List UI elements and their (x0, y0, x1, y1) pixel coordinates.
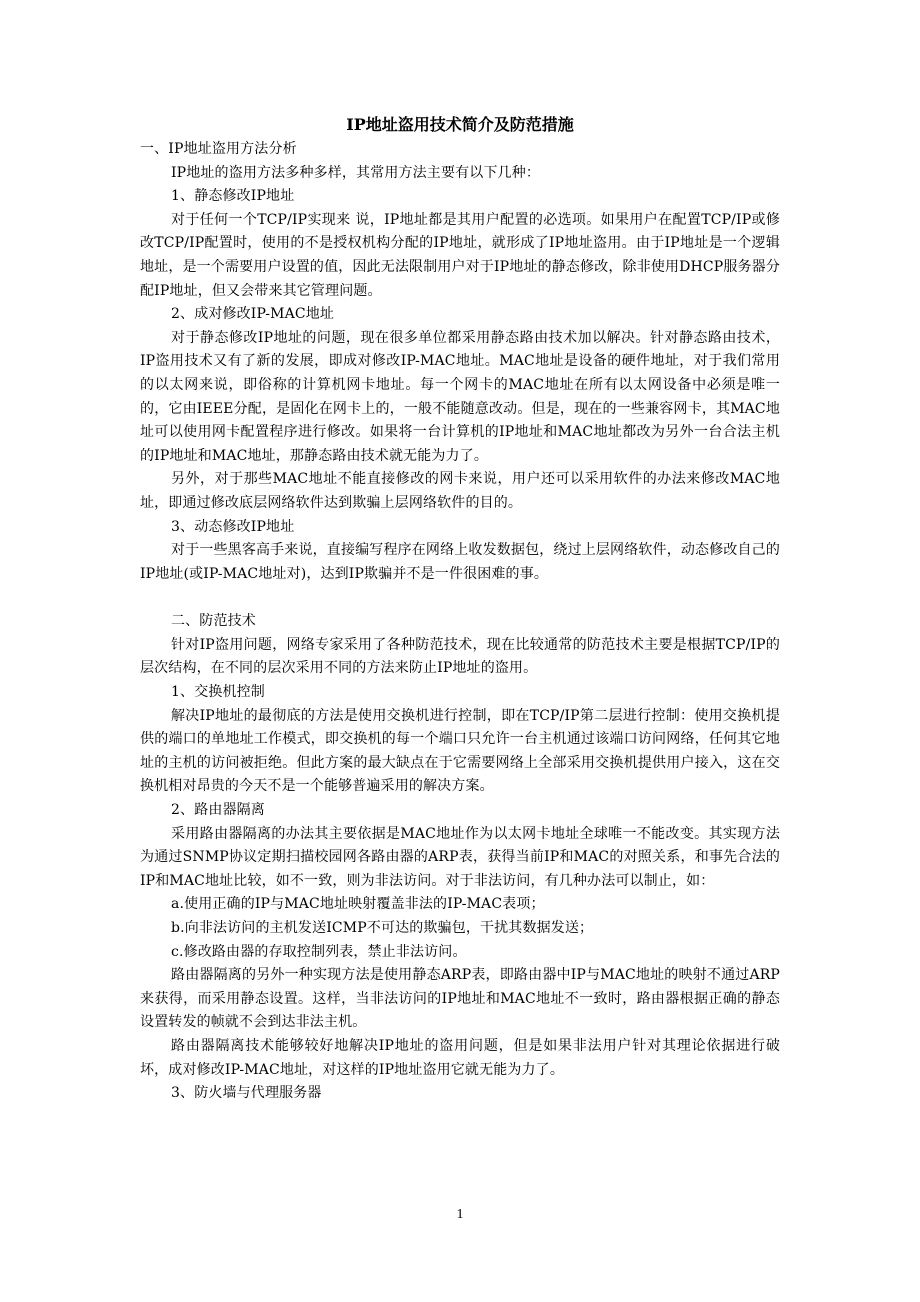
paragraph-list (140, 138, 780, 1106)
paragraph: c.修改路由器的存取控制列表，禁止非法访问。 (171, 943, 467, 960)
paragraph: 3、防火墙与代理服务器 (171, 1085, 322, 1102)
paragraph: 另外，对于那些MAC地址不能直接修改的网卡来说，用户还可以采用软件的办法来修改MAC地址，即通过修改底层网络软件达到欺骗上层网络软件的目的。 (140, 471, 780, 511)
paragraph: 1、静态修改IP地址 (171, 188, 295, 205)
paragraph: a.使用正确的IP与MAC地址映射覆盖非法的IP-MAC表项； (171, 896, 545, 913)
paragraph: 解决IP地址的最彻底的方法是使用交换机进行控制，即在TCP/IP第二层进行控制：使用交换机提供的端口的单地址工作模式，即交换机的每一个端口只允许一台主机通过该端口访问网络，任何其它地址的主机的访问被拒绝。但此方案的最大缺点在于它需要网络上全部采用交换机提供用户接入，这在交换机相对昂贵的今天不是一个能够普遍采用的解决方案。 (140, 707, 780, 795)
blank-line (140, 586, 780, 610)
paragraph: 2、成对修改IP-MAC地址 (171, 306, 335, 323)
paragraph: 对于静态修改IP地址的问题，现在很多单位都采用静态路由技术加以解决。针对静态路由技术，IP盗用技术又有了新的发展，即成对修改IP-MAC地址。MAC地址是设备的硬件地址，对于我们常用的以太网来说，即俗称的计算机网卡地址。每一个网卡的MAC地址在所有以太网设备中必须是唯一的，它由IEEE分配，是固化在网卡上的，一般不能随意改动。但是，现在的一些兼容网卡，其MAC地址可以使用网卡配置程序进行修改。如果将一台计算机的IP地址和MAC地址都改为另外一台合法主机的IP地址和MAC地址，那静态路由技术就无能为力了。 (140, 329, 780, 464)
paragraph: 二、防范技术 (171, 613, 256, 630)
paragraph: 采用路由器隔离的办法其主要依据是MAC地址作为以太网卡地址全球唯一不能改变。其实现方法为通过SNMP协议定期扫描校园网各路由器的ARP表，获得当前IP和MAC的对照关系，和事先合法的IP和MAC地址比较，如不一致，则为非法访问。对于非法访问，有几种办法可以制止，如： (140, 825, 780, 889)
page-number: 1 (456, 1207, 464, 1222)
document-title: IP地址盗用技术简介及防范措施 (346, 115, 574, 134)
paragraph: b.向非法访问的主机发送ICMP不可达的欺骗包，干扰其数据发送； (171, 920, 594, 936)
paragraph: 一、IP地址盗用方法分析 (140, 141, 297, 157)
paragraph: 路由器隔离技术能够较好地解决IP地址的盗用问题，但是如果非法用户针对其理论依据进行破坏，成对修改IP-MAC地址，对这样的IP地址盗用它就无能为力了。 (140, 1037, 780, 1078)
paragraph: 2、路由器隔离 (171, 802, 265, 819)
paragraph: 路由器隔离的另外一种实现方法是使用静态ARP表，即路由器中IP与MAC地址的映射不通过ARP来获得，而采用静态设置。这样，当非法访问的IP地址和MAC地址不一致时，路由器根据正确的静态设置转发的帧就不会到达非法主机。 (140, 967, 780, 1031)
paragraph: 3、动态修改IP地址 (171, 518, 295, 535)
paragraph: 1、交换机控制 (171, 684, 265, 701)
paragraph: 对于一些黑客高手来说，直接编写程序在网络上收发数据包，绕过上层网络软件，动态修改自己的IP地址(或IP-MAC地址对)，达到IP欺骗并不是一件很困难的事。 (140, 542, 780, 582)
document-body (140, 113, 780, 1106)
paragraph: 对于任何一个TCP/IP实现来 说，IP地址都是其用户配置的必选项。如果用户在配置TCP/IP或修改TCP/IP配置时，使用的不是授权机构分配的IP地址，就形成了IP地址盗用。由于IP地址是一个逻辑地址，是一个需要用户设置的值，因此无法限制用户对于IP地址的静态修改，除非使用DHCP服务器分配IP地址，但又会带来其它管理问题。 (140, 211, 780, 299)
paragraph: 针对IP盗用问题，网络专家采用了各种防范技术，现在比较通常的防范技术主要是根据TCP/IP的层次结构，在不同的层次采用不同的方法来防止IP地址的盗用。 (140, 636, 780, 677)
paragraph: IP地址的盗用方法多种多样，其常用方法主要有以下几种： (171, 164, 540, 181)
